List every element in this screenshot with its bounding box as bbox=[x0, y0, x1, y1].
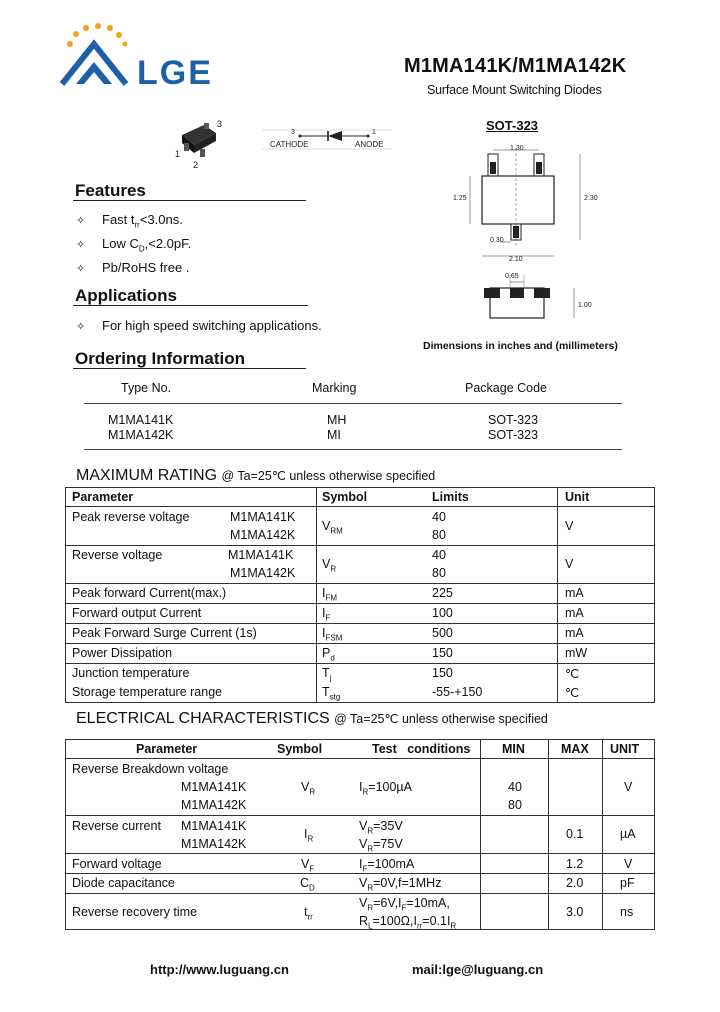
mr-unit: mW bbox=[565, 646, 588, 660]
ec-symbol: $C_D$ bbox=[300, 876, 315, 893]
ordering-heading: Ordering Information bbox=[75, 349, 245, 368]
mr-param: Forward output Current bbox=[72, 606, 202, 620]
mr-symbol: $I_{FSM}$ bbox=[322, 626, 343, 643]
ordering-type: M1MA142K bbox=[108, 428, 174, 442]
mr-unit: mA bbox=[565, 626, 584, 640]
ec-param: Diode capacitance bbox=[72, 876, 175, 890]
pin2-label: 2 bbox=[193, 160, 199, 170]
mr-col-parameter: Parameter bbox=[72, 490, 134, 504]
mr-unit: V bbox=[565, 519, 574, 533]
ordering-col-marking: Marking bbox=[312, 381, 357, 395]
ec-symbol: $V_R$ bbox=[301, 780, 316, 797]
mr-param: Peak forward Current(max.) bbox=[72, 586, 227, 600]
mr-limit: 500 bbox=[432, 626, 453, 640]
mr-type: M1MA142K bbox=[230, 528, 296, 542]
ordering-marking: MH bbox=[327, 413, 347, 427]
ec-unit: µA bbox=[620, 827, 636, 841]
ec-min: 80 bbox=[508, 798, 522, 812]
ec-unit: V bbox=[624, 780, 633, 794]
ec-col-parameter: Parameter bbox=[136, 742, 198, 756]
mr-symbol: $P_d$ bbox=[322, 646, 335, 663]
ec-type: M1MA141K bbox=[181, 780, 247, 794]
cathode-pin-number: 3 bbox=[291, 129, 295, 136]
dim-side-height: 1.00 bbox=[578, 302, 592, 309]
ec-condition: $R_L=100\Omega,I_{rr}=0.1I_R$ bbox=[359, 914, 457, 931]
ordering-header-rule bbox=[84, 403, 622, 404]
applications-underline bbox=[73, 305, 308, 306]
applications-heading: Applications bbox=[75, 286, 178, 305]
mr-unit: mA bbox=[565, 606, 584, 620]
ec-param: Forward voltage bbox=[72, 857, 162, 871]
mr-param: Storage temperature range bbox=[72, 685, 223, 699]
mr-type: M1MA141K bbox=[230, 510, 296, 524]
mr-unit: ℃ bbox=[565, 686, 580, 700]
ec-type: M1MA142K bbox=[181, 837, 247, 851]
ec-symbol: $t_{rr}$ bbox=[304, 905, 313, 922]
mr-type: M1MA141K bbox=[228, 548, 294, 562]
logo-emblem-icon bbox=[56, 22, 136, 92]
mr-param: Power Dissipation bbox=[72, 646, 173, 660]
ec-symbol: $I_R$ bbox=[304, 827, 314, 844]
mr-symbol: $T_j$ bbox=[322, 666, 332, 683]
page-title: M1MA141K/M1MA142K bbox=[404, 55, 627, 77]
ec-col-min: MIN bbox=[502, 742, 525, 756]
ec-condition: $I_F=100mA$ bbox=[359, 857, 415, 874]
max-rating-heading: MAXIMUM RATING @ Ta=25℃ unless otherwise specified bbox=[76, 467, 436, 484]
mr-symbol: $I_{FM}$ bbox=[322, 586, 338, 603]
bullet-icon: ✧ bbox=[76, 321, 86, 333]
mr-limit: 40 bbox=[432, 510, 446, 524]
dim-lead-width: 0.30 bbox=[490, 237, 504, 244]
mr-limit: 40 bbox=[432, 548, 446, 562]
ordering-col-package: Package Code bbox=[465, 381, 548, 395]
mr-unit: ℃ bbox=[565, 667, 580, 681]
ec-param: Reverse current bbox=[72, 819, 161, 833]
anode-pin-number: 1 bbox=[372, 129, 376, 136]
ec-max: 1.2 bbox=[566, 857, 584, 871]
page-subtitle: Surface Mount Switching Diodes bbox=[427, 83, 602, 97]
bullet-icon: ✧ bbox=[76, 239, 86, 251]
mr-param: Reverse voltage bbox=[72, 548, 163, 562]
mr-limit: 150 bbox=[432, 646, 453, 660]
ordering-underline bbox=[73, 368, 306, 369]
footer-mail-link[interactable]: mail:lge@luguang.cn bbox=[412, 962, 544, 977]
mr-symbol: $V_{RM}$ bbox=[322, 519, 343, 536]
ordering-type: M1MA141K bbox=[108, 413, 174, 427]
ordering-package: SOT-323 bbox=[488, 413, 539, 427]
ec-max: 0.1 bbox=[566, 827, 584, 841]
ec-type: M1MA141K bbox=[181, 819, 247, 833]
logo-text: LGE bbox=[137, 54, 213, 92]
electrical-heading: ELECTRICAL CHARACTERISTICS @ Ta=25℃ unless otherwise specified bbox=[76, 710, 548, 727]
ec-max: 3.0 bbox=[566, 905, 584, 919]
cathode-label: CATHODE bbox=[270, 140, 309, 149]
mr-limit: 150 bbox=[432, 666, 453, 680]
mr-unit: V bbox=[565, 557, 574, 571]
mr-limit: 100 bbox=[432, 606, 453, 620]
package-name: SOT-323 bbox=[486, 118, 539, 133]
mr-unit: mA bbox=[565, 586, 584, 600]
ec-unit: V bbox=[624, 857, 633, 871]
ec-condition: $I_R=100\mu A$ bbox=[359, 780, 412, 797]
feature-item: ✧ Low $C_D,<2.0pF$. bbox=[76, 236, 192, 254]
dim-pitch: 0.65 bbox=[505, 273, 519, 280]
feature-item: ✧ Fast $t_{rr}<3.0ns$. bbox=[76, 212, 183, 230]
ec-col-max: MAX bbox=[561, 742, 589, 756]
ec-condition: $V_R=75V$ bbox=[359, 837, 403, 854]
ec-col-unit: UNIT bbox=[610, 742, 640, 756]
pin3-label: 3 bbox=[217, 119, 223, 129]
ordering-col-type: Type No. bbox=[121, 381, 172, 395]
ec-condition: $V_R=35V$ bbox=[359, 819, 403, 836]
mr-limit: 80 bbox=[432, 528, 446, 542]
ec-param: Reverse recovery time bbox=[72, 905, 198, 919]
mr-col-symbol: Symbol bbox=[322, 490, 368, 504]
mr-symbol: $T_{stg}$ bbox=[322, 685, 341, 702]
ec-col-symbol: Symbol bbox=[277, 742, 323, 756]
mr-param: Peak Forward Surge Current (1s) bbox=[72, 626, 257, 640]
ec-unit: ns bbox=[620, 905, 634, 919]
dim-height-right: 2.30 bbox=[584, 195, 598, 202]
mr-param: Peak reverse voltage bbox=[72, 510, 190, 524]
ordering-marking: MI bbox=[327, 428, 341, 442]
dim-width-top: 1.30 bbox=[510, 145, 524, 152]
ec-condition: $V_R=6V,I_F=10mA$, bbox=[359, 896, 450, 913]
dimensions-caption: Dimensions in inches and (millimeters) bbox=[423, 340, 618, 352]
anode-label: ANODE bbox=[355, 140, 384, 149]
ec-col-conditions: Test conditions bbox=[372, 742, 471, 756]
mr-col-unit: Unit bbox=[565, 490, 590, 504]
ec-param: Reverse Breakdown voltage bbox=[72, 762, 229, 776]
bullet-icon: ✧ bbox=[76, 263, 86, 275]
mr-limit: 225 bbox=[432, 586, 453, 600]
mr-symbol: $V_R$ bbox=[322, 557, 337, 574]
features-underline bbox=[73, 200, 306, 201]
mr-col-limits: Limits bbox=[432, 490, 469, 504]
dim-height-left: 1.25 bbox=[453, 195, 467, 202]
pin1-label: 1 bbox=[175, 149, 181, 159]
ec-unit: pF bbox=[620, 876, 635, 890]
ec-max: 2.0 bbox=[566, 876, 584, 890]
features-heading: Features bbox=[75, 181, 146, 200]
mr-type: M1MA142K bbox=[230, 566, 296, 580]
bullet-icon: ✧ bbox=[76, 215, 86, 227]
mr-symbol: $I_F$ bbox=[322, 606, 331, 623]
ec-type: M1MA142K bbox=[181, 798, 247, 812]
footer-url-link[interactable]: http://www.luguang.cn bbox=[150, 962, 289, 977]
ec-symbol: $V_F$ bbox=[301, 857, 315, 874]
mr-limit: -55-+150 bbox=[432, 685, 483, 699]
dim-width-bottom: 2.10 bbox=[509, 256, 523, 263]
ec-condition: $V_R=0V,f=1MHz$ bbox=[359, 876, 442, 893]
ordering-bottom-rule bbox=[84, 449, 622, 450]
ordering-package: SOT-323 bbox=[488, 428, 539, 442]
mr-param: Junction temperature bbox=[72, 666, 190, 680]
mr-limit: 80 bbox=[432, 566, 446, 580]
ec-min: 40 bbox=[508, 780, 522, 794]
feature-item: ✧ Pb/RoHS free . bbox=[76, 260, 190, 275]
application-item: ✧ For high speed switching applications. bbox=[76, 318, 322, 333]
